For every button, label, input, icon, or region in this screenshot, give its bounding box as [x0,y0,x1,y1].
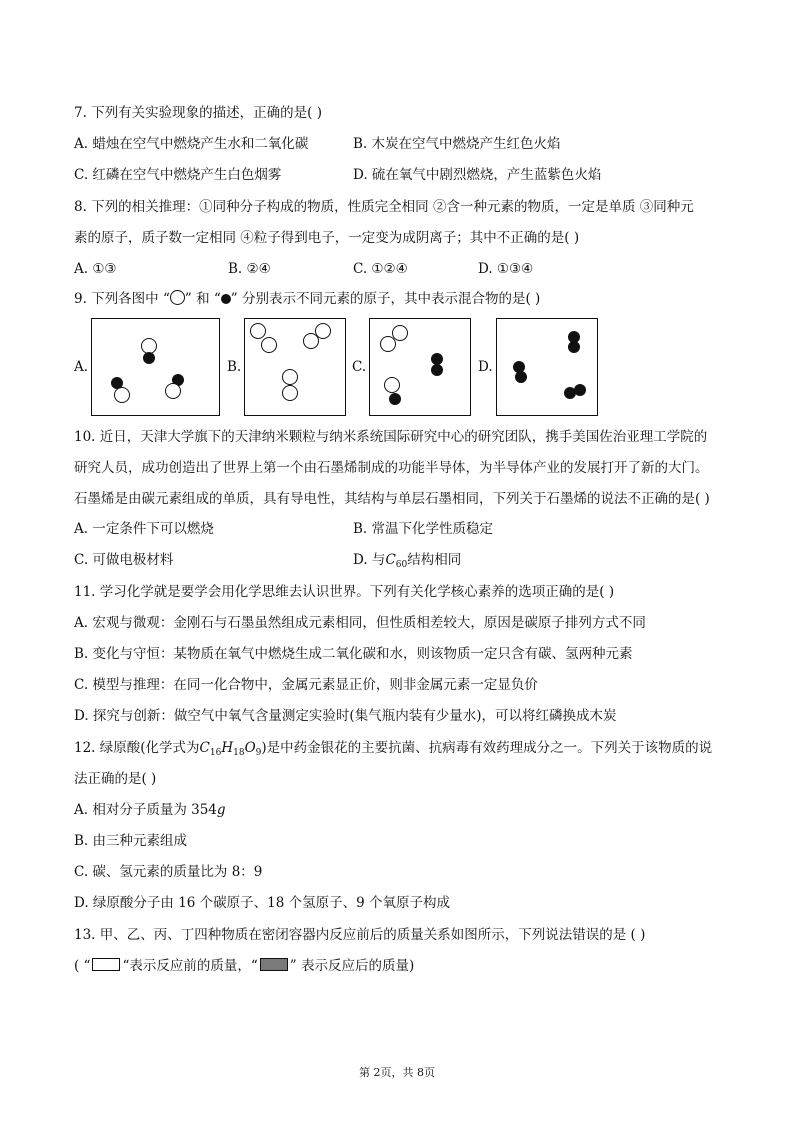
q8-option-d: D. ①③④ [478,261,534,277]
q12-option-b: B. 由三种元素组成 [74,833,188,849]
q9-label-c: C. [352,359,367,375]
q10-option-a: A. 一定条件下可以燃烧 [74,521,214,537]
q12-stem [74,739,712,762]
white-atom [282,385,298,401]
white-atom [261,337,277,353]
black-atom [515,371,527,383]
formula-subscript: 60 [395,560,408,570]
formula-c: C [199,740,210,756]
black-atom-symbol [221,294,231,304]
q7-option-b: B. 木炭在空气中燃烧产生红色火焰 [353,136,561,152]
q11-option-a: A. 宏观与微观：金刚石与石墨虽然组成元素相同，但性质相差较大，原因是碳原子排列方式不同 [74,615,646,631]
black-atom [143,352,155,364]
formula-c-sub: 16 [209,748,222,758]
white-atom [114,387,130,403]
q10-option-d [353,551,461,574]
black-atom [389,393,401,405]
q13-legend-pre: ( “ [74,958,91,974]
q9-diagram-a [91,318,220,416]
q12-line2: 法正确的是( ) [74,771,157,787]
q9-stem-pre: 9. 下列各图中 “ [74,291,170,307]
q9-stem [74,290,540,308]
q12-option-a-pre: A. 相对分子质量为 [74,802,192,818]
q11-stem: 11. 学习化学就是要学会用化学思维去认识世界。下列有关化学核心素养的选项正确的是( ) [74,584,615,600]
q9-label-a: A. [74,359,89,375]
black-atom [568,341,580,353]
q11-option-c: C. 模型与推理：在同一化合物中，金属元素显正价，则非金属元素一定显负价 [74,677,538,693]
q9-stem-mid: ” 和 “ [184,291,221,307]
q9-diagram-d [496,318,598,416]
q10-line3: 石墨烯是由碳元素组成的单质，具有导电性，其结构与单层石墨相同，下列关于石墨烯的说法不正确的是( ) [74,491,710,507]
white-atom [282,369,298,385]
q8-option-a: A. ①③ [74,261,117,277]
q8-option-c: C. ①②④ [353,261,408,277]
q12-stem-pre: 12. 绿原酸(化学式为 [74,740,200,756]
q9-diagram-c [369,318,471,416]
q12-option-c: C. 碳、氢元素的质量比为 8：9 [74,864,263,880]
q12-stem-post: )是中药金银花的主要抗菌、抗病毒有效药理成分之一。下列关于该物质的说 [261,740,713,756]
white-atom-symbol [170,290,185,305]
q11-option-b: B. 变化与守恒：某物质在氧气中燃烧生成二氧化碳和水，则该物质一定只含有碳、氢两种元素 [74,646,633,662]
white-atom [384,377,400,393]
q9-stem-post: ” 分别表示不同元素的原子，其中表示混合物的是( ) [230,291,541,307]
q13-legend-mid: “表示反应前的质量，“ [122,958,258,974]
white-atom [165,383,181,399]
page-footer: 第 2页，共 8页 [359,1066,435,1079]
q13-stem: 13. 甲、乙、丙、丁四种物质在密闭容器内反应前后的质量关系如图所示，下列说法错误的是 ( ) [74,927,646,943]
formula-carbon: C [385,552,396,568]
legend-after-swatch [260,958,288,971]
q7-option-c: C. 红磷在空气中燃烧产生白色烟雾 [74,167,282,183]
legend-before-swatch [92,958,120,971]
q10-line1: 10. 近日，天津大学旗下的天津纳米颗粒与纳米系统国际研究中心的研究团队，携手美国佐治亚理工学院的 [74,429,708,445]
q12-option-a [74,801,226,819]
black-atom [574,384,586,396]
white-atom [303,333,319,349]
formula-h: H [221,740,234,756]
formula-o: O [244,740,256,756]
q12-option-a-number: 354 [191,802,217,818]
q9-label-b: B. [227,359,242,375]
q10-option-b: B. 常温下化学性质稳定 [353,521,494,537]
q8-line1: 8. 下列的相关推理：①同种分子构成的物质，性质完全相同 ②含一种元素的物质，一定是单质 ③同种元 [74,199,694,215]
q11-option-d: D. 探究与创新：做空气中氧气含量测定实验时(集气瓶内装有少量水)，可以将红磷换成木炭 [74,708,617,724]
q7-option-d: D. 硫在氧气中剧烈燃烧，产生蓝紫色火焰 [353,167,602,183]
q9-label-d: D. [478,359,493,375]
q10-option-d-post: 结构相同 [407,552,462,568]
q13-legend-post: ” 表示反应后的质量) [289,958,415,974]
q9-diagram-b [244,318,346,416]
q10-option-d-pre: D. 与 [353,552,386,568]
q10-option-c: C. 可做电极材料 [74,552,174,568]
formula-o-sub: 9 [255,748,262,758]
q8-line2: 素的原子，质子数一定相同 ④粒子得到电子，一定变为成阴离子；其中不正确的是( ) [74,230,580,246]
white-atom [380,336,396,352]
q8-option-b: B. ②④ [228,261,271,277]
q12-option-a-unit: g [216,802,226,818]
q7-option-a: A. 蜡烛在空气中燃烧产生水和二氧化碳 [74,136,309,152]
white-atom [250,323,266,339]
q7-stem: 7. 下列有关实验现象的描述，正确的是( ) [74,105,322,121]
q13-legend [74,957,414,975]
black-atom [431,364,443,376]
q12-option-d: D. 绿原酸分子由 16 个碳原子、18 个氢原子、9 个氧原子构成 [74,895,451,911]
formula-h-sub: 18 [233,748,245,758]
q10-line2: 研究人员，成功创造出了世界上第一个由石墨烯制成的功能半导体，为半导体产业的发展打开了新的大门。 [74,460,709,476]
